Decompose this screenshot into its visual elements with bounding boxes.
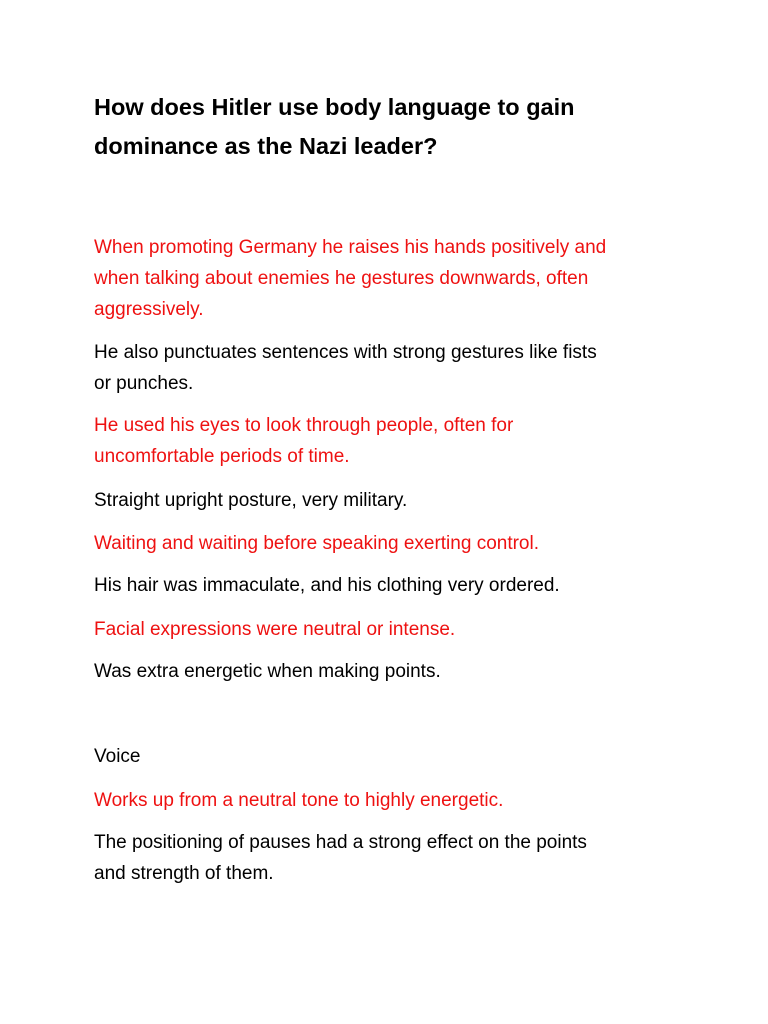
title-line: dominance as the Nazi leader?: [94, 133, 438, 159]
paragraph-posture: [94, 485, 694, 516]
paragraph-pauses: [94, 827, 694, 889]
paragraph-punctuates: [94, 337, 694, 399]
paragraph-waiting: [94, 528, 694, 559]
text-line: The positioning of pauses had a strong effect on the points: [94, 832, 587, 853]
text-line: He used his eyes to look through people, often for: [94, 415, 514, 436]
text-line: when talking about enemies he gestures downwards, often: [94, 268, 589, 289]
paragraph-eyes: [94, 410, 694, 472]
text-line: Straight upright posture, very military.: [94, 490, 408, 511]
title-line: How does Hitler use body language to gain: [94, 94, 575, 120]
text-line: or punches.: [94, 373, 194, 394]
text-line: uncomfortable periods of time.: [94, 446, 350, 467]
text-line: aggressively.: [94, 299, 204, 320]
text-line: When promoting Germany he raises his hands positively and: [94, 237, 607, 258]
text-line: His hair was immaculate, and his clothing very ordered.: [94, 575, 560, 596]
text-line: Waiting and waiting before speaking exerting control.: [94, 533, 539, 554]
document-title: [94, 88, 694, 166]
paragraph-energetic: [94, 656, 694, 687]
section-heading-voice: [94, 741, 694, 772]
text-line: Facial expressions were neutral or intense.: [94, 619, 456, 640]
text-line: and strength of them.: [94, 863, 274, 884]
paragraph-tone: [94, 785, 694, 816]
paragraph-hair: [94, 570, 694, 601]
paragraph-facial: [94, 614, 694, 645]
text-line: He also punctuates sentences with strong gestures like fists: [94, 342, 597, 363]
text-line: Works up from a neutral tone to highly energetic.: [94, 790, 504, 811]
text-line: Voice: [94, 746, 141, 767]
paragraph-hand-gestures: [94, 232, 694, 325]
text-line: Was extra energetic when making points.: [94, 661, 441, 682]
